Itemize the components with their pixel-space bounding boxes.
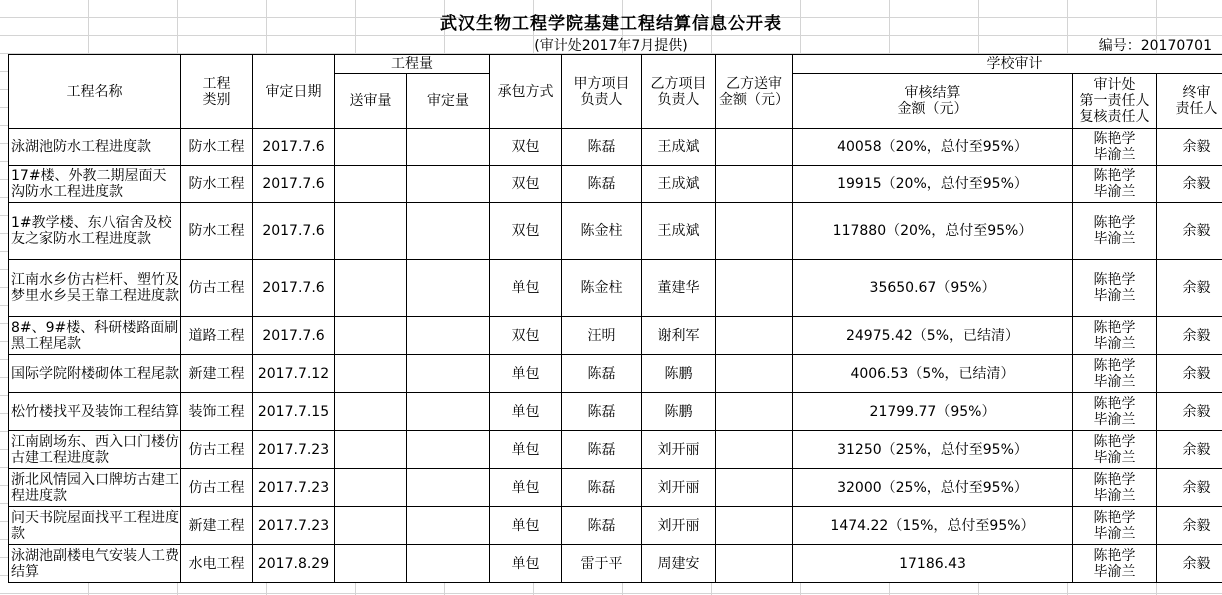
cell-party-b-manager: 王成斌 [642, 166, 716, 203]
table-row [9, 317, 1222, 355]
cell-final-reviewer: 余毅 [1157, 260, 1222, 317]
cell-party-b-manager: 陈鹏 [642, 355, 716, 393]
cell-party-b-amount [716, 355, 793, 393]
cell-approved-quantity [407, 260, 490, 317]
cell-approved-quantity [407, 431, 490, 469]
cell-party-b-manager: 王成斌 [642, 203, 716, 260]
cell-audit-amount: 31250（25%，总付至95%） [793, 431, 1073, 469]
cell-project-type: 防水工程 [181, 166, 253, 203]
cell-final-reviewer: 余毅 [1157, 469, 1222, 507]
cell-party-a-manager: 汪明 [562, 317, 642, 355]
cell-audit-amount: 117880（20%，总付至95%） [793, 203, 1073, 260]
cell-final-reviewer: 余毅 [1157, 317, 1222, 355]
cell-final-reviewer: 余毅 [1157, 203, 1222, 260]
cell-party-a-manager: 陈磊 [562, 393, 642, 431]
table-row [9, 469, 1222, 507]
cell-approval-date: 2017.7.23 [253, 507, 335, 545]
cell-final-reviewer: 余毅 [1157, 129, 1222, 166]
cell-party-b-manager: 刘开丽 [642, 469, 716, 507]
cell-party-b-manager: 刘开丽 [642, 431, 716, 469]
header-party-a-manager: 甲方项目 负责人 [562, 55, 642, 129]
cell-reviewer: 陈艳学 毕渝兰 [1073, 317, 1157, 355]
cell-project-type: 防水工程 [181, 129, 253, 166]
cell-submitted-quantity [335, 260, 407, 317]
cell-contract-mode: 单包 [490, 545, 562, 583]
cell-project-type: 仿古工程 [181, 431, 253, 469]
cell-audit-amount: 40058（20%，总付至95%） [793, 129, 1073, 166]
table-row [9, 260, 1222, 317]
cell-submitted-quantity [335, 317, 407, 355]
cell-party-b-manager: 陈鹏 [642, 393, 716, 431]
header-approved-quantity: 审定量 [407, 74, 490, 129]
cell-reviewer: 陈艳学 毕渝兰 [1073, 545, 1157, 583]
cell-approval-date: 2017.7.6 [253, 129, 335, 166]
cell-party-a-manager: 陈磊 [562, 469, 642, 507]
cell-reviewer: 陈艳学 毕渝兰 [1073, 166, 1157, 203]
cell-submitted-quantity [335, 166, 407, 203]
cell-approval-date: 2017.8.29 [253, 545, 335, 583]
cell-project-type: 水电工程 [181, 545, 253, 583]
cell-party-a-manager: 陈磊 [562, 129, 642, 166]
cell-final-reviewer: 余毅 [1157, 355, 1222, 393]
cell-party-b-amount [716, 260, 793, 317]
header-party-b-manager: 乙方项目 负责人 [642, 55, 716, 129]
cell-submitted-quantity [335, 545, 407, 583]
cell-party-b-manager: 周建安 [642, 545, 716, 583]
cell-party-b-amount [716, 469, 793, 507]
cell-audit-amount: 32000（25%，总付至95%） [793, 469, 1073, 507]
cell-audit-amount: 19915（20%，总付至95%） [793, 166, 1073, 203]
cell-final-reviewer: 余毅 [1157, 431, 1222, 469]
cell-project-name: 江南剧场东、西入口门楼仿古建工程进度款 [9, 431, 181, 469]
cell-reviewer: 陈艳学 毕渝兰 [1073, 260, 1157, 317]
cell-project-type: 防水工程 [181, 203, 253, 260]
cell-party-a-manager: 陈磊 [562, 166, 642, 203]
table-row [9, 203, 1222, 260]
cell-party-b-manager: 刘开丽 [642, 507, 716, 545]
cell-contract-mode: 单包 [490, 431, 562, 469]
cell-approved-quantity [407, 129, 490, 166]
cell-approval-date: 2017.7.6 [253, 317, 335, 355]
cell-project-name: 泳湖池副楼电气安装人工费结算 [9, 545, 181, 583]
table-row [9, 431, 1222, 469]
cell-reviewer: 陈艳学 毕渝兰 [1073, 393, 1157, 431]
cell-contract-mode: 双包 [490, 203, 562, 260]
cell-party-b-amount [716, 203, 793, 260]
cell-party-b-amount [716, 166, 793, 203]
table-row [9, 393, 1222, 431]
cell-party-a-manager: 陈金柱 [562, 260, 642, 317]
cell-final-reviewer: 余毅 [1157, 393, 1222, 431]
cell-approved-quantity [407, 317, 490, 355]
cell-party-b-amount [716, 507, 793, 545]
cell-reviewer: 陈艳学 毕渝兰 [1073, 355, 1157, 393]
cell-party-a-manager: 陈磊 [562, 431, 642, 469]
cell-project-name: 国际学院附楼砌体工程尾款 [9, 355, 181, 393]
cell-party-a-manager: 陈磊 [562, 507, 642, 545]
cell-final-reviewer: 余毅 [1157, 166, 1222, 203]
header-project-name: 工程名称 [9, 55, 181, 129]
header-approval-date: 审定日期 [253, 55, 335, 129]
cell-project-type: 新建工程 [181, 355, 253, 393]
cell-approval-date: 2017.7.6 [253, 260, 335, 317]
cell-submitted-quantity [335, 431, 407, 469]
cell-contract-mode: 双包 [490, 129, 562, 166]
cell-contract-mode: 单包 [490, 393, 562, 431]
cell-project-name: 浙北风情园入口牌坊古建工程进度款 [9, 469, 181, 507]
cell-approved-quantity [407, 203, 490, 260]
cell-submitted-quantity [335, 507, 407, 545]
table-body [9, 129, 1222, 583]
cell-project-name: 江南水乡仿古栏杆、塑竹及梦里水乡吴王靠工程进度款 [9, 260, 181, 317]
header-audit-amount: 审核结算 金额（元） [793, 74, 1073, 129]
cell-project-name: 1#教学楼、东八宿舍及校友之家防水工程进度款 [9, 203, 181, 260]
cell-audit-amount: 35650.67（95%） [793, 260, 1073, 317]
cell-approval-date: 2017.7.23 [253, 469, 335, 507]
cell-submitted-quantity [335, 355, 407, 393]
cell-project-type: 装饰工程 [181, 393, 253, 431]
cell-audit-amount: 1474.22（15%，总付至95%） [793, 507, 1073, 545]
cell-contract-mode: 单包 [490, 260, 562, 317]
settlement-table [8, 54, 1222, 583]
table-row [9, 166, 1222, 203]
cell-party-b-amount [716, 393, 793, 431]
header-submitted-quantity: 送审量 [335, 74, 407, 129]
cell-approval-date: 2017.7.23 [253, 431, 335, 469]
cell-contract-mode: 单包 [490, 507, 562, 545]
cell-party-b-amount [716, 545, 793, 583]
cell-approved-quantity [407, 166, 490, 203]
cell-contract-mode: 双包 [490, 317, 562, 355]
cell-party-b-amount [716, 431, 793, 469]
cell-contract-mode: 单包 [490, 355, 562, 393]
cell-final-reviewer: 余毅 [1157, 545, 1222, 583]
cell-reviewer: 陈艳学 毕渝兰 [1073, 129, 1157, 166]
cell-reviewer: 陈艳学 毕渝兰 [1073, 507, 1157, 545]
cell-approved-quantity [407, 393, 490, 431]
cell-final-reviewer: 余毅 [1157, 507, 1222, 545]
cell-audit-amount: 17186.43 [793, 545, 1073, 583]
cell-submitted-quantity [335, 203, 407, 260]
cell-party-a-manager: 陈金柱 [562, 203, 642, 260]
header-quantity: 工程量 [335, 55, 490, 74]
cell-party-a-manager: 陈磊 [562, 355, 642, 393]
table-row [9, 129, 1222, 166]
cell-party-a-manager: 雷于平 [562, 545, 642, 583]
cell-project-name: 松竹楼找平及装饰工程结算 [9, 393, 181, 431]
cell-reviewer: 陈艳学 毕渝兰 [1073, 469, 1157, 507]
cell-submitted-quantity [335, 393, 407, 431]
cell-project-name: 问天书院屋面找平工程进度款 [9, 507, 181, 545]
cell-project-name: 8#、9#楼、科研楼路面刷黑工程尾款 [9, 317, 181, 355]
cell-approved-quantity [407, 355, 490, 393]
cell-reviewer: 陈艳学 毕渝兰 [1073, 203, 1157, 260]
cell-project-name: 泳湖池防水工程进度款 [9, 129, 181, 166]
cell-project-type: 道路工程 [181, 317, 253, 355]
cell-approval-date: 2017.7.12 [253, 355, 335, 393]
cell-project-name: 17#楼、外教二期屋面天沟防水工程进度款 [9, 166, 181, 203]
header-party-b-amount: 乙方送审 金额（元） [716, 55, 793, 129]
cell-party-b-manager: 董建华 [642, 260, 716, 317]
cell-approval-date: 2017.7.6 [253, 203, 335, 260]
cell-approved-quantity [407, 545, 490, 583]
cell-contract-mode: 单包 [490, 469, 562, 507]
cell-party-b-manager: 王成斌 [642, 129, 716, 166]
cell-project-type: 仿古工程 [181, 260, 253, 317]
cell-submitted-quantity [335, 129, 407, 166]
cell-approval-date: 2017.7.15 [253, 393, 335, 431]
table-row [9, 507, 1222, 545]
cell-approved-quantity [407, 507, 490, 545]
sheet-subtitle: (审计处2017年7月提供) [534, 38, 688, 54]
cell-reviewer: 陈艳学 毕渝兰 [1073, 431, 1157, 469]
header-final-reviewer: 终审 责任人 [1157, 74, 1222, 129]
cell-project-type: 仿古工程 [181, 469, 253, 507]
cell-audit-amount: 21799.77（95%） [793, 393, 1073, 431]
cell-audit-amount: 4006.53（5%，已结清） [793, 355, 1073, 393]
header-reviewer: 审计处 第一责任人 复核责任人 [1073, 74, 1157, 129]
table-row [9, 545, 1222, 583]
cell-submitted-quantity [335, 469, 407, 507]
cell-project-type: 新建工程 [181, 507, 253, 545]
cell-party-b-amount [716, 129, 793, 166]
table-row [9, 355, 1222, 393]
cell-party-b-manager: 谢利军 [642, 317, 716, 355]
header-contract-mode: 承包方式 [490, 55, 562, 129]
document-number: 编号：20170701 [1098, 38, 1212, 54]
cell-audit-amount: 24975.42（5%，已结清） [793, 317, 1073, 355]
cell-party-b-amount [716, 317, 793, 355]
header-school-audit: 学校审计 [793, 55, 1222, 74]
header-project-type: 工程 类别 [181, 55, 253, 129]
sheet-title: 武汉生物工程学院基建工程结算信息公开表 [440, 14, 782, 34]
cell-approved-quantity [407, 469, 490, 507]
cell-contract-mode: 双包 [490, 166, 562, 203]
cell-approval-date: 2017.7.6 [253, 166, 335, 203]
